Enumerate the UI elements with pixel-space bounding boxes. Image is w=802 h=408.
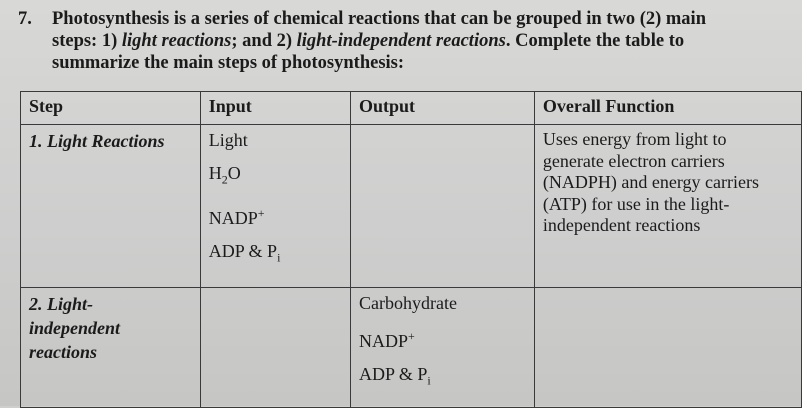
step-1-label: 1. Light Reactions bbox=[29, 131, 165, 151]
header-row bbox=[21, 92, 802, 125]
cell-input-1 bbox=[200, 125, 350, 288]
output-adp-pi bbox=[359, 363, 526, 392]
nadp-charge: + bbox=[408, 329, 415, 343]
input-light: Light bbox=[208, 130, 248, 150]
water-h: H bbox=[208, 163, 222, 183]
header-step: Step bbox=[21, 92, 201, 125]
cell-output-1[interactable] bbox=[351, 125, 535, 288]
cell-input-2[interactable] bbox=[200, 288, 350, 408]
input-adp-pi bbox=[209, 240, 342, 269]
input-nadp bbox=[209, 202, 342, 229]
function-line: independent reactions bbox=[542, 215, 701, 235]
nadp-text: NADP bbox=[359, 331, 409, 351]
question-line-2-a: steps: 1) bbox=[52, 31, 122, 51]
question-line-2-e: . Complete the table to bbox=[505, 31, 685, 51]
header-output: Output bbox=[351, 92, 535, 125]
question-7 bbox=[18, 8, 792, 74]
nadp-text: NADP bbox=[208, 207, 258, 228]
question-number: 7. bbox=[18, 9, 32, 29]
photosynthesis-table bbox=[20, 91, 802, 408]
table-row-light-independent bbox=[21, 288, 802, 408]
header-overall-function: Overall Function bbox=[534, 92, 801, 125]
header-input: Input bbox=[200, 92, 350, 125]
question-line-2 bbox=[52, 30, 792, 52]
function-line: generate electron carriers bbox=[542, 150, 725, 171]
function-line: Uses energy from light to bbox=[542, 129, 727, 149]
question-line-3: summarize the main steps of photosynthesis: bbox=[52, 53, 405, 73]
adp-text: ADP & P bbox=[359, 364, 428, 384]
water-o: O bbox=[227, 163, 241, 183]
step-2-line: 2. Light- bbox=[29, 294, 94, 314]
nadp-charge: + bbox=[257, 205, 265, 220]
cell-output-2 bbox=[351, 288, 535, 408]
light-reactions-term: light reactions bbox=[121, 31, 232, 51]
output-nadp bbox=[359, 325, 526, 352]
cell-step-2 bbox=[21, 288, 201, 408]
adp-text: ADP & P bbox=[208, 240, 278, 261]
cell-function-2[interactable] bbox=[534, 288, 801, 408]
cell-function-1 bbox=[534, 125, 801, 288]
function-line: (NADPH) and energy carriers bbox=[542, 172, 760, 192]
water-subscript: 2 bbox=[221, 172, 228, 187]
table-row-light-reactions bbox=[21, 125, 802, 288]
cell-step-1 bbox=[21, 125, 201, 288]
pi-subscript: i bbox=[277, 250, 281, 265]
function-line: (ATP) for use in the light- bbox=[542, 193, 730, 214]
input-water bbox=[209, 162, 342, 191]
step-2-line: reactions bbox=[29, 342, 98, 362]
question-line-2-c: ; and 2) bbox=[231, 31, 297, 51]
light-independent-term: light-independent reactions bbox=[296, 31, 506, 51]
output-carbohydrate: Carbohydrate bbox=[359, 293, 457, 313]
step-2-line: independent bbox=[29, 318, 121, 338]
question-line-1: Photosynthesis is a series of chemical reactions that can be grouped in two (2) main bbox=[52, 9, 706, 29]
pi-subscript: i bbox=[427, 373, 431, 388]
